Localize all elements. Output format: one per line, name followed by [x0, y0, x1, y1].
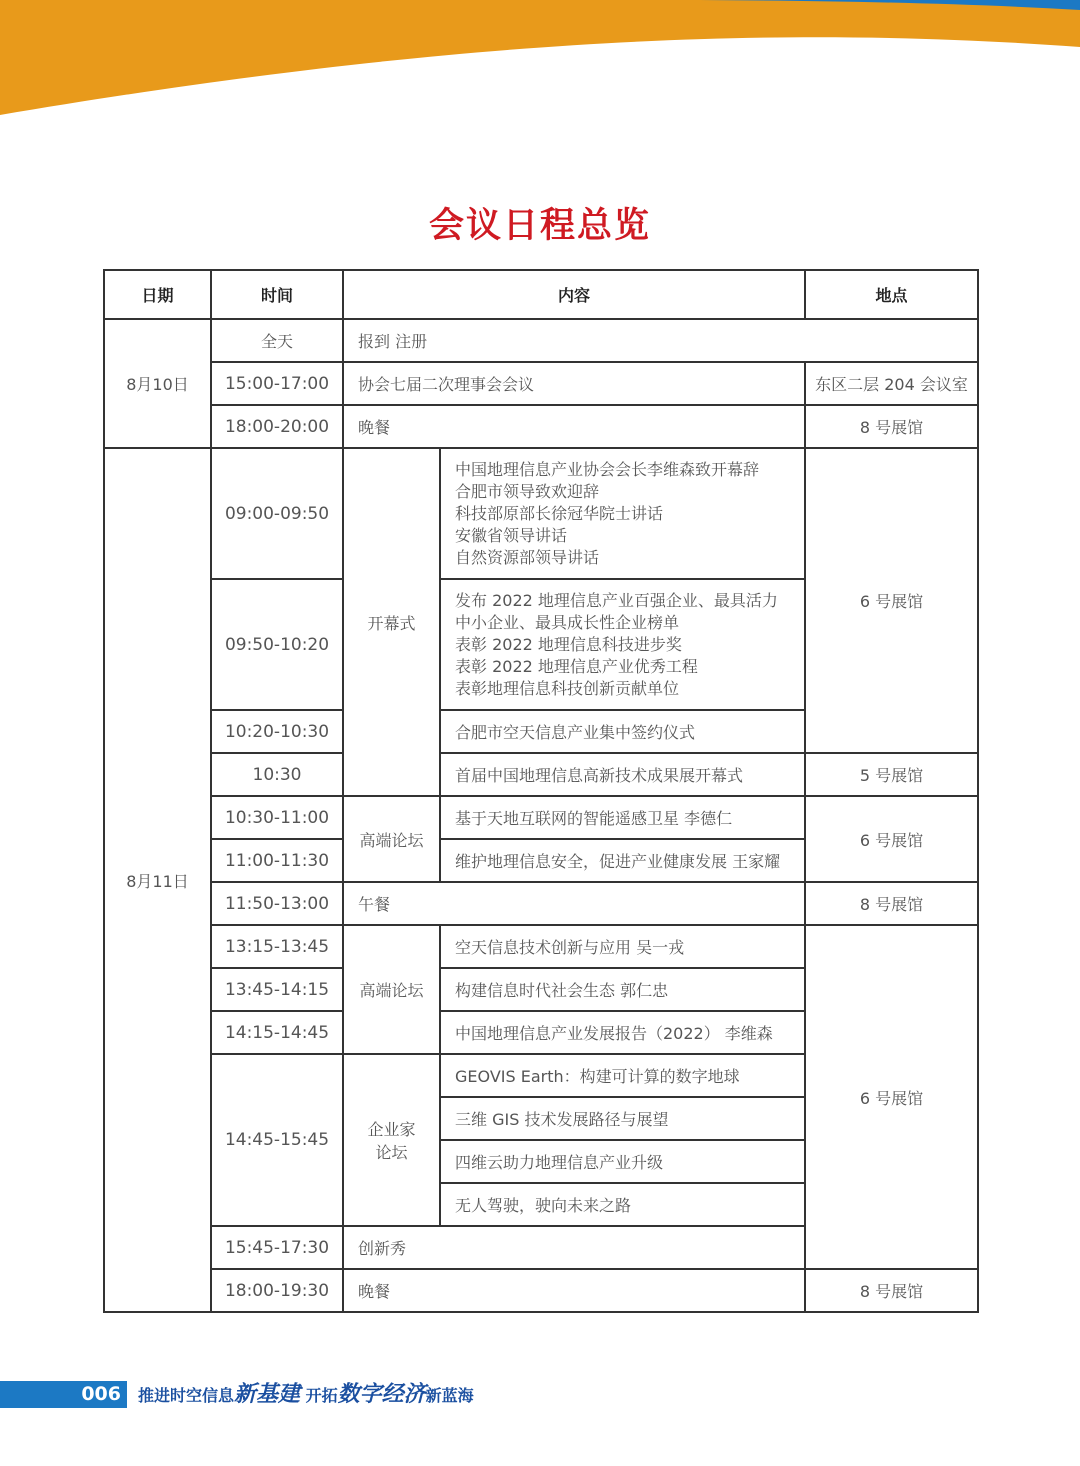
slogan-part: 数字经济 [337, 1381, 426, 1407]
content-line: 中小企业、最具成长性企业榜单 [455, 612, 680, 632]
content-line: 发布 2022 地理信息产业百强企业、最具活力 [455, 590, 778, 610]
time-cell: 14:45-15:45 [211, 1054, 343, 1226]
date-cell-day1: 8月10日 [104, 319, 211, 448]
content-cell: 协会七届二次理事会会议 [343, 362, 805, 405]
time-cell: 15:45-17:30 [211, 1226, 343, 1269]
table-row [104, 753, 978, 796]
header-row [104, 270, 978, 319]
slogan-part: 新蓝海 [425, 1386, 474, 1405]
time-cell: 18:00-20:00 [211, 405, 343, 448]
content-cell [440, 579, 805, 710]
time-cell: 全天 [211, 319, 343, 362]
session-label-opening: 开幕式 [343, 448, 440, 796]
time-cell: 10:30 [211, 753, 343, 796]
content-line: 表彰地理信息科技创新贡献单位 [455, 678, 680, 698]
location-cell: 8 号展馆 [805, 1269, 978, 1312]
content-cell: 合肥市空天信息产业集中签约仪式 [440, 710, 805, 753]
table-row [104, 319, 978, 362]
time-cell: 15:00-17:00 [211, 362, 343, 405]
content-cell: 报到 注册 [343, 319, 978, 362]
time-cell: 13:45-14:15 [211, 968, 343, 1011]
content-line: 表彰 2022 地理信息产业优秀工程 [455, 656, 698, 676]
session-label-entrepreneur [343, 1054, 440, 1226]
table-row [104, 882, 978, 925]
header-content: 内容 [343, 270, 805, 319]
slogan-part: 新基建 [234, 1381, 301, 1407]
table-row [104, 362, 978, 405]
time-cell: 09:00-09:50 [211, 448, 343, 579]
location-cell: 6 号展馆 [805, 448, 978, 753]
location-cell: 8 号展馆 [805, 405, 978, 448]
content-cell: 四维云助力地理信息产业升级 [440, 1140, 805, 1183]
time-cell: 13:15-13:45 [211, 925, 343, 968]
table-row [104, 796, 978, 839]
content-cell: 首届中国地理信息高新技术成果展开幕式 [440, 753, 805, 796]
session-label-forum: 高端论坛 [343, 796, 440, 882]
table-row [104, 925, 978, 968]
session-label-line: 论坛 [375, 1143, 408, 1162]
content-cell: 三维 GIS 技术发展路径与展望 [440, 1097, 805, 1140]
content-cell: 晚餐 [343, 405, 805, 448]
date-cell-day2: 8月11日 [104, 448, 211, 1312]
table-row [104, 448, 978, 579]
header-date: 日期 [104, 270, 211, 319]
session-label-line: 企业家 [367, 1120, 416, 1139]
time-cell: 09:50-10:20 [211, 579, 343, 710]
content-line: 自然资源部领导讲话 [455, 547, 600, 567]
content-line: 安徽省领导讲话 [455, 525, 568, 545]
footer-slogan [138, 1381, 474, 1408]
page-title: 会议日程总览 [428, 206, 651, 246]
content-cell: 午餐 [343, 882, 805, 925]
header-banner [0, 0, 1080, 130]
content-cell: 中国地理信息产业发展报告（2022） 李维森 [440, 1011, 805, 1054]
page-number: 006 [0, 1381, 127, 1408]
session-label-forum: 高端论坛 [343, 925, 440, 1054]
content-cell: GEOVIS Earth：构建可计算的数字地球 [440, 1054, 805, 1097]
time-cell: 14:15-14:45 [211, 1011, 343, 1054]
location-cell: 6 号展馆 [805, 796, 978, 882]
table-row [104, 1269, 978, 1312]
time-cell: 11:00-11:30 [211, 839, 343, 882]
content-line: 表彰 2022 地理信息科技进步奖 [455, 634, 682, 654]
content-cell: 无人驾驶，驶向未来之路 [440, 1183, 805, 1226]
time-cell: 10:30-11:00 [211, 796, 343, 839]
location-cell: 东区二层 204 会议室 [805, 362, 978, 405]
slogan-part: 推进时空信息 [138, 1386, 235, 1405]
content-cell: 构建信息时代社会生态 郭仁忠 [440, 968, 805, 1011]
time-cell: 10:20-10:30 [211, 710, 343, 753]
location-cell: 5 号展馆 [805, 753, 978, 796]
content-line: 合肥市领导致欢迎辞 [455, 481, 600, 501]
footer [0, 1381, 560, 1409]
header-location: 地点 [805, 270, 978, 319]
schedule-table [103, 269, 979, 1313]
header-time: 时间 [211, 270, 343, 319]
content-cell: 创新秀 [343, 1226, 805, 1269]
location-cell: 8 号展馆 [805, 882, 978, 925]
content-line: 科技部原部长徐冠华院士讲话 [455, 503, 664, 523]
content-cell: 空天信息技术创新与应用 吴一戎 [440, 925, 805, 968]
content-line: 中国地理信息产业协会会长李维森致开幕辞 [455, 459, 760, 479]
content-cell [440, 448, 805, 579]
content-cell: 晚餐 [343, 1269, 805, 1312]
table-row [104, 405, 978, 448]
time-cell: 18:00-19:30 [211, 1269, 343, 1312]
content-cell: 维护地理信息安全，促进产业健康发展 王家耀 [440, 839, 805, 882]
slogan-part: 开拓 [305, 1386, 338, 1405]
time-cell: 11:50-13:00 [211, 882, 343, 925]
content-cell: 基于天地互联网的智能遥感卫星 李德仁 [440, 796, 805, 839]
location-cell: 6 号展馆 [805, 925, 978, 1269]
